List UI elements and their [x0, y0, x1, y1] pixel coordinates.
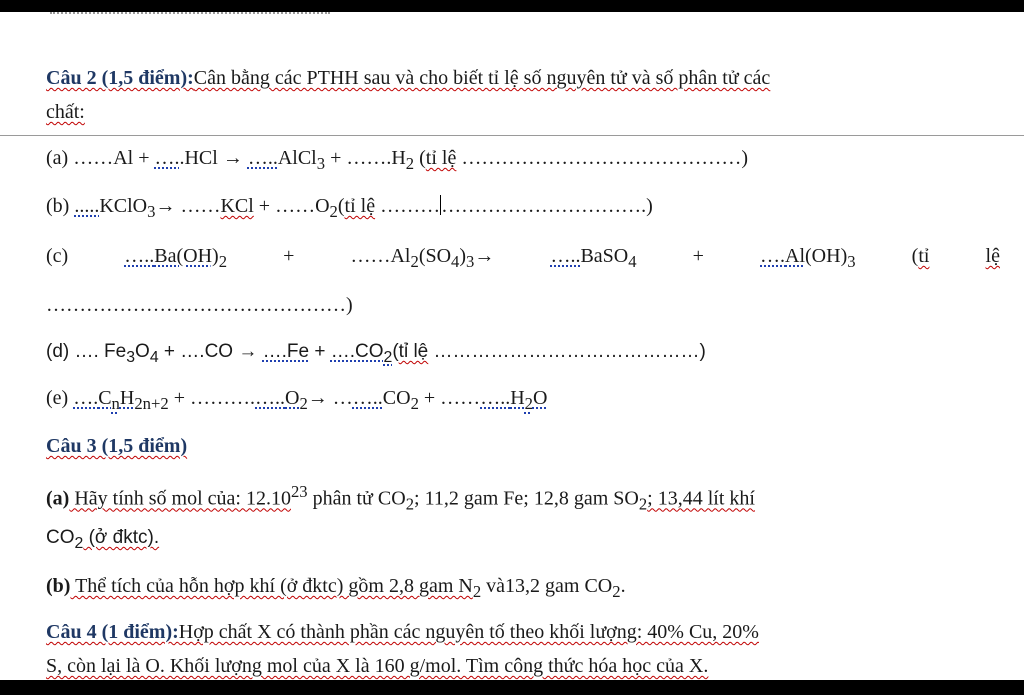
eq-d-plus: + [309, 341, 331, 362]
eq-e-arrow: → … [307, 387, 353, 409]
q2-line-2 [46, 98, 1000, 126]
eq-d-tail: ……………………………………) [428, 341, 706, 362]
eq-c-so4-sub: 4 [451, 252, 460, 271]
eq-d-co2-blue: ….CO [330, 341, 384, 362]
eq-d-o-sub: 4 [149, 348, 159, 366]
eq-b-dots-kclo3: ..... [74, 195, 100, 217]
equation-b [46, 192, 1000, 226]
eq-c-aloh3: (OH) [805, 245, 848, 267]
eq-d-o: O [135, 341, 150, 362]
q4-text-l1: Hợp chất X có thành phần các nguyên tố theo khối lượng: 40% Cu, 20% [178, 621, 759, 643]
q3-b-text1: Thể tích của hỗn hợp khí (ở đktc) gồm 2,8 gam N [70, 575, 473, 597]
eq-e-o2: O [285, 387, 300, 409]
eq-d-plus-co: + ….CO → [158, 341, 263, 362]
eq-e-h2o-end: O [532, 387, 548, 409]
eq-c-close: ) [459, 245, 467, 267]
q4-text-l2: S, còn lại là O. Khối lượng mol của X là 160 g/mol. Tìm công thức hóa học của X. [46, 655, 709, 677]
q3-a-l2-co: CO [46, 527, 75, 548]
eq-b-arrow: → …… [155, 195, 221, 217]
q4-line-1 [46, 618, 1000, 646]
eq-c-col1: (c) [46, 245, 69, 267]
eq-c-arrow: → [474, 245, 495, 267]
equation-c [46, 242, 1000, 276]
eq-e-c-sub: n [111, 394, 120, 413]
eq-a-tile: tỉ lệ [425, 147, 457, 169]
eq-a-pre: (a) ……Al + [46, 147, 155, 169]
q3-heading [46, 432, 1000, 460]
eq-a-h2-sub: 2 [405, 154, 415, 173]
eq-c-aloh3-al: Al [785, 245, 806, 267]
divider-line [0, 135, 1024, 136]
eq-c-dots-aloh3: …. [760, 245, 786, 267]
q2-label: Câu 2 (1,5 điểm): [46, 67, 194, 89]
equation-e [46, 384, 1000, 418]
eq-e-plus2: + …… [418, 387, 481, 409]
q3-a-text2: phân tử CO [307, 487, 406, 510]
eq-c-aloh3-sub: 3 [847, 252, 856, 271]
q2-line-1 [46, 64, 1000, 92]
q3-part-b [46, 572, 1000, 606]
q3-label: Câu 3 (1,5 điểm) [46, 435, 188, 457]
eq-e-h-sub: 2n+2 [134, 394, 169, 413]
eq-b-plus-o2: + ……O [253, 195, 330, 217]
eq-a-alcl3: AlCl [277, 147, 317, 169]
eq-c-plus2: + [692, 245, 704, 267]
eq-e-dots-h2o: ….. [480, 387, 511, 409]
eq-b-kcl: KCl [220, 195, 254, 217]
eq-b-kclo3: KClO [99, 195, 148, 217]
q2-text-l2: chất: [46, 101, 85, 123]
eq-b-o2-sub: 2 [329, 202, 338, 221]
eq-c-le: lệ [985, 245, 1000, 267]
q4-line-2 [46, 652, 1000, 680]
q3-b-sub2: 2 [612, 582, 621, 601]
eq-a-dots-alcl3: ….. [247, 147, 278, 169]
eq-e-dots-c: …. [73, 387, 99, 409]
eq-b-tail-b: ………………………….) [441, 195, 653, 217]
q3-b-label: (b) [46, 575, 71, 597]
eq-e-h2o: H [510, 387, 525, 409]
eq-e-h: H [119, 387, 135, 409]
eq-a-arrow: → [217, 147, 248, 169]
eq-e-co2: CO [382, 387, 411, 409]
q3-b-text3: . [620, 575, 626, 597]
eq-c-plus1: + [283, 245, 295, 267]
eq-c-al2so43: ……Al [350, 245, 411, 267]
eq-c-dots-baso4: ….. [550, 245, 581, 267]
equation-c-line-2 [46, 291, 1000, 319]
q3-a-label: (a) [46, 487, 70, 510]
eq-a-dots-hcl: …. [154, 147, 180, 169]
eq-d-co2-sub: 2 [383, 348, 393, 366]
q3-a-sup: 23 [290, 482, 308, 501]
eq-c-baoh2: Ba(OH) [154, 245, 219, 267]
eq-e-o2-sub: 2 [299, 394, 308, 413]
eq-e-c: C [98, 387, 112, 409]
eq-d-fe-blue: ….Fe [262, 341, 310, 362]
q3-a-l2-sub: 2 [74, 534, 84, 552]
eq-c-so4: (SO [418, 245, 452, 267]
q3-part-a [46, 478, 1000, 519]
equation-d [46, 338, 1000, 372]
eq-c-tile-paren: ( [911, 245, 919, 267]
eq-b-tile: tỉ lệ [344, 195, 376, 217]
eq-c-close-sub: 3 [466, 252, 475, 271]
eq-b-tail-a: ……… [375, 195, 441, 217]
eq-c-al2-sub: 2 [410, 252, 419, 271]
eq-a-plus-h2: + …….H [325, 147, 406, 169]
eq-b-pre: (b) [46, 195, 75, 217]
q3-b-sub1: 2 [472, 582, 482, 601]
eq-a-tail: ……………………………………) [456, 147, 749, 169]
eq-c-dots-baoh2: ….. [124, 245, 155, 267]
eq-c-baoh2-sub: 2 [218, 252, 228, 271]
eq-b-kclo3-sub: 3 [147, 202, 156, 221]
eq-e-dots-co2: ….. [352, 387, 383, 409]
q2-heading [46, 67, 194, 89]
eq-e-h2o-sub: 2 [524, 394, 533, 413]
q3-a-text4: ; 13,44 lít khí [647, 487, 755, 510]
eq-c-line2: ………………………………………) [46, 294, 353, 316]
eq-b-tile-open: ( [337, 195, 345, 217]
q3-part-a-line-2 [46, 524, 1000, 558]
q4-label: Câu 4 (1 điểm): [46, 621, 179, 643]
q3-a-text3: ; 11,2 gam Fe; 12,8 gam SO [414, 487, 639, 510]
eq-a-hcl: .HCl [179, 147, 218, 169]
cropped-text-fragment [50, 12, 330, 17]
eq-e-co2-sub: 2 [410, 394, 419, 413]
eq-d-pre: (d) …. Fe [46, 341, 127, 362]
eq-c-ti: tỉ [918, 245, 930, 267]
eq-c-baso4-sub: 4 [628, 252, 637, 271]
q3-a-l2-text: (ở đktc). [83, 527, 160, 548]
eq-d-tile: tỉ lệ [398, 341, 429, 362]
eq-d-fe-sub: 3 [126, 348, 136, 366]
eq-a-tile-open: ( [414, 147, 426, 169]
eq-a-alcl3-sub: 3 [316, 154, 326, 173]
eq-c-baso4: BaSO [580, 245, 629, 267]
q3-a-text1: Hãy tính số mol của: 12.10 [69, 487, 291, 510]
q3-a-sub1: 2 [405, 494, 415, 514]
q3-b-text2: và13,2 gam CO [481, 575, 613, 597]
document-page [0, 12, 1024, 680]
eq-e-dots-o2: ….. [255, 387, 285, 409]
eq-d-tile-open: ( [392, 341, 399, 362]
eq-e-pre: (e) [46, 387, 74, 409]
eq-e-plus1: + ………. [168, 387, 255, 409]
q4-heading [46, 621, 179, 643]
q3-a-sub2: 2 [638, 494, 648, 514]
q2-text: Cân bằng các PTHH sau và cho biết tỉ lệ số nguyên tử và số phân tử các [193, 67, 771, 89]
equation-a [46, 144, 1000, 178]
